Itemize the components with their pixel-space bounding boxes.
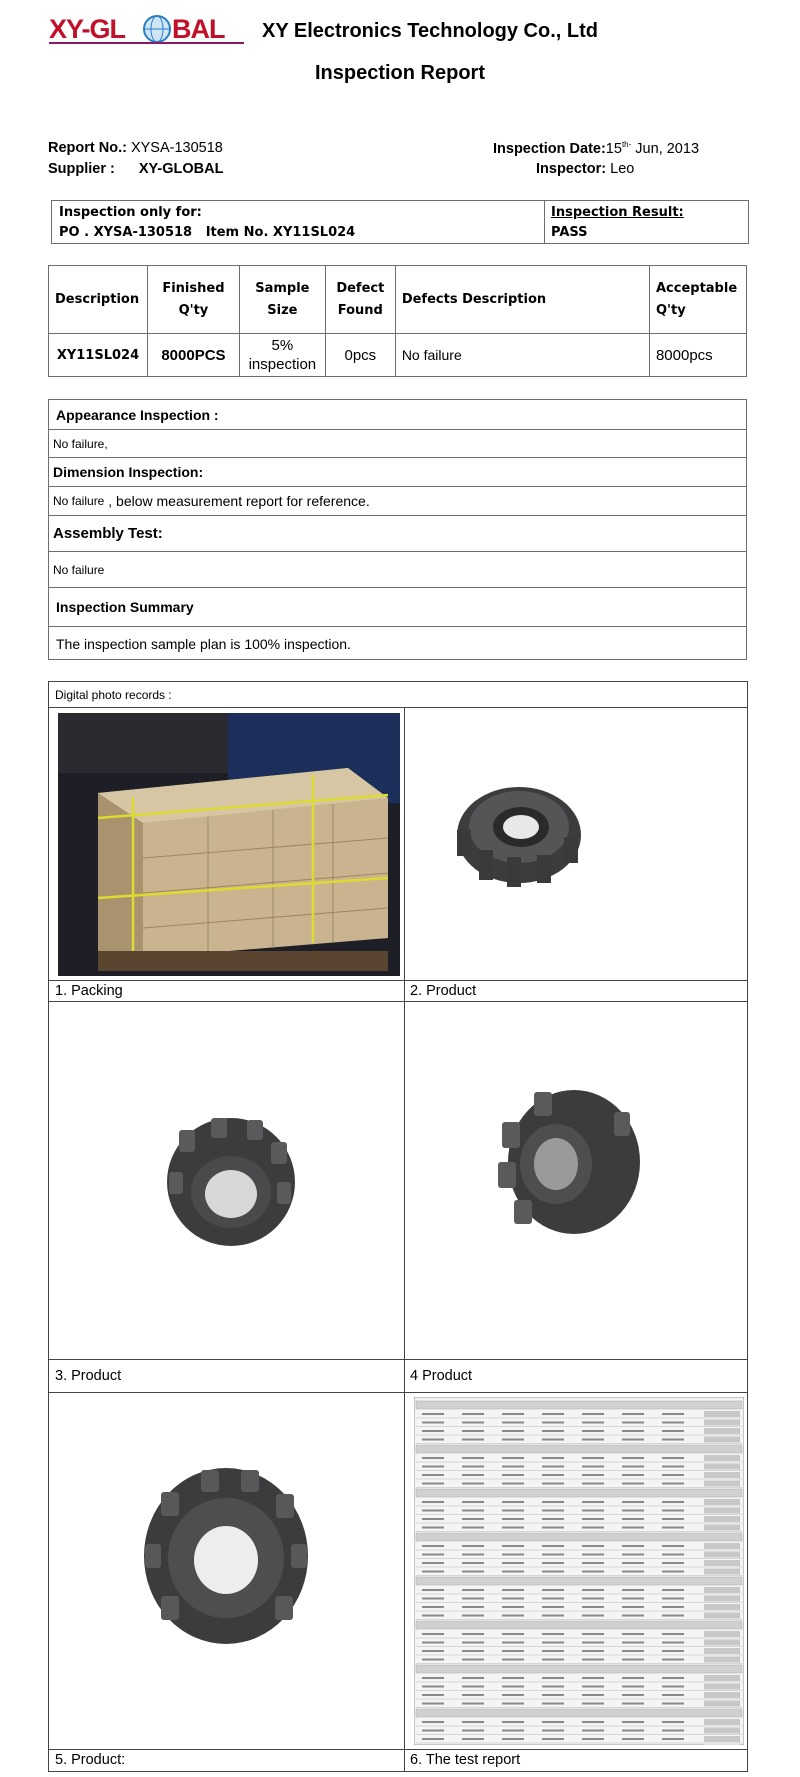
summary-title: Inspection Summary xyxy=(49,588,746,627)
document-title: Inspection Report xyxy=(314,62,485,84)
inspection-date: Inspection $Date:15^{th-}$ Jun, 2013 xyxy=(493,140,700,157)
svg-text:BAL: BAL xyxy=(172,14,225,44)
product-photo-4 xyxy=(494,1082,644,1242)
company-name: XY Electronics Technology Co., Ltd xyxy=(262,20,598,42)
header-finished-qty: Finished Q'ty xyxy=(147,266,239,334)
product-photo-2 xyxy=(449,775,589,895)
photo-records-title: Digital photo records : xyxy=(55,687,172,702)
header-acceptable-qty: Acceptable Q'ty xyxy=(649,266,746,334)
inspector: Inspector: Leo xyxy=(536,161,635,177)
inspection-table xyxy=(48,265,747,377)
caption-5: 5. Product: xyxy=(55,1752,126,1768)
header-sample-size: Sample Size xyxy=(239,266,325,334)
packing-photo xyxy=(58,713,400,976)
dimension-title: Dimension Inspection: xyxy=(49,458,746,487)
appearance-title: Appearance Inspection : xyxy=(49,400,746,430)
svg-text:XY-GL: XY-GL xyxy=(49,14,126,44)
header-defects-description: Defects Description xyxy=(395,266,649,334)
product-photo-3 xyxy=(161,1112,301,1252)
cell-finished-qty: 8000PCS xyxy=(147,334,239,377)
table-row xyxy=(49,334,747,377)
caption-2: 2. Product xyxy=(410,982,477,999)
scope-box xyxy=(51,200,749,244)
photo-records xyxy=(48,681,748,1772)
result-value: PASS xyxy=(551,225,588,240)
caption-6: 6. The test report xyxy=(410,1752,521,1768)
inspection-scope-label: Inspection only for: xyxy=(59,205,202,220)
cell-defects-description: No failure xyxy=(395,334,649,377)
supplier: Supplier : XY-GLOBAL xyxy=(48,161,224,177)
dimension-text: No failure , below measurement report for reference. xyxy=(49,487,746,516)
company-logo xyxy=(49,12,249,46)
cell-defect-found: 0pcs xyxy=(325,334,395,377)
caption-3: 3. Product xyxy=(55,1367,122,1384)
po-line: PO . XYSA-130518 Item No. XY11SL024 xyxy=(59,225,356,240)
header-defect-found: Defect Found xyxy=(325,266,395,334)
appearance-text: No failure, xyxy=(49,430,746,458)
report-number: Report No.: XYSA-130518 xyxy=(48,140,223,156)
cell-sample-size: 5% inspection xyxy=(239,334,325,377)
test-report-photo xyxy=(414,1397,744,1745)
assembly-title: Assembly Test: xyxy=(49,516,746,552)
cell-acceptable-qty: 8000pcs xyxy=(649,334,746,377)
cell-description: XY11SL024 xyxy=(49,334,148,377)
result-label: Inspection Result: xyxy=(551,205,684,220)
inspection-sections xyxy=(48,399,747,660)
summary-text: The inspection sample plan is 100% inspection. xyxy=(56,636,351,652)
header-description: Description xyxy=(49,266,148,334)
caption-4: 4 Product xyxy=(410,1367,473,1384)
caption-1: 1. Packing xyxy=(55,982,123,999)
product-photo-5 xyxy=(141,1464,311,1649)
assembly-text: No failure xyxy=(49,552,746,588)
table-header-row xyxy=(49,266,747,334)
